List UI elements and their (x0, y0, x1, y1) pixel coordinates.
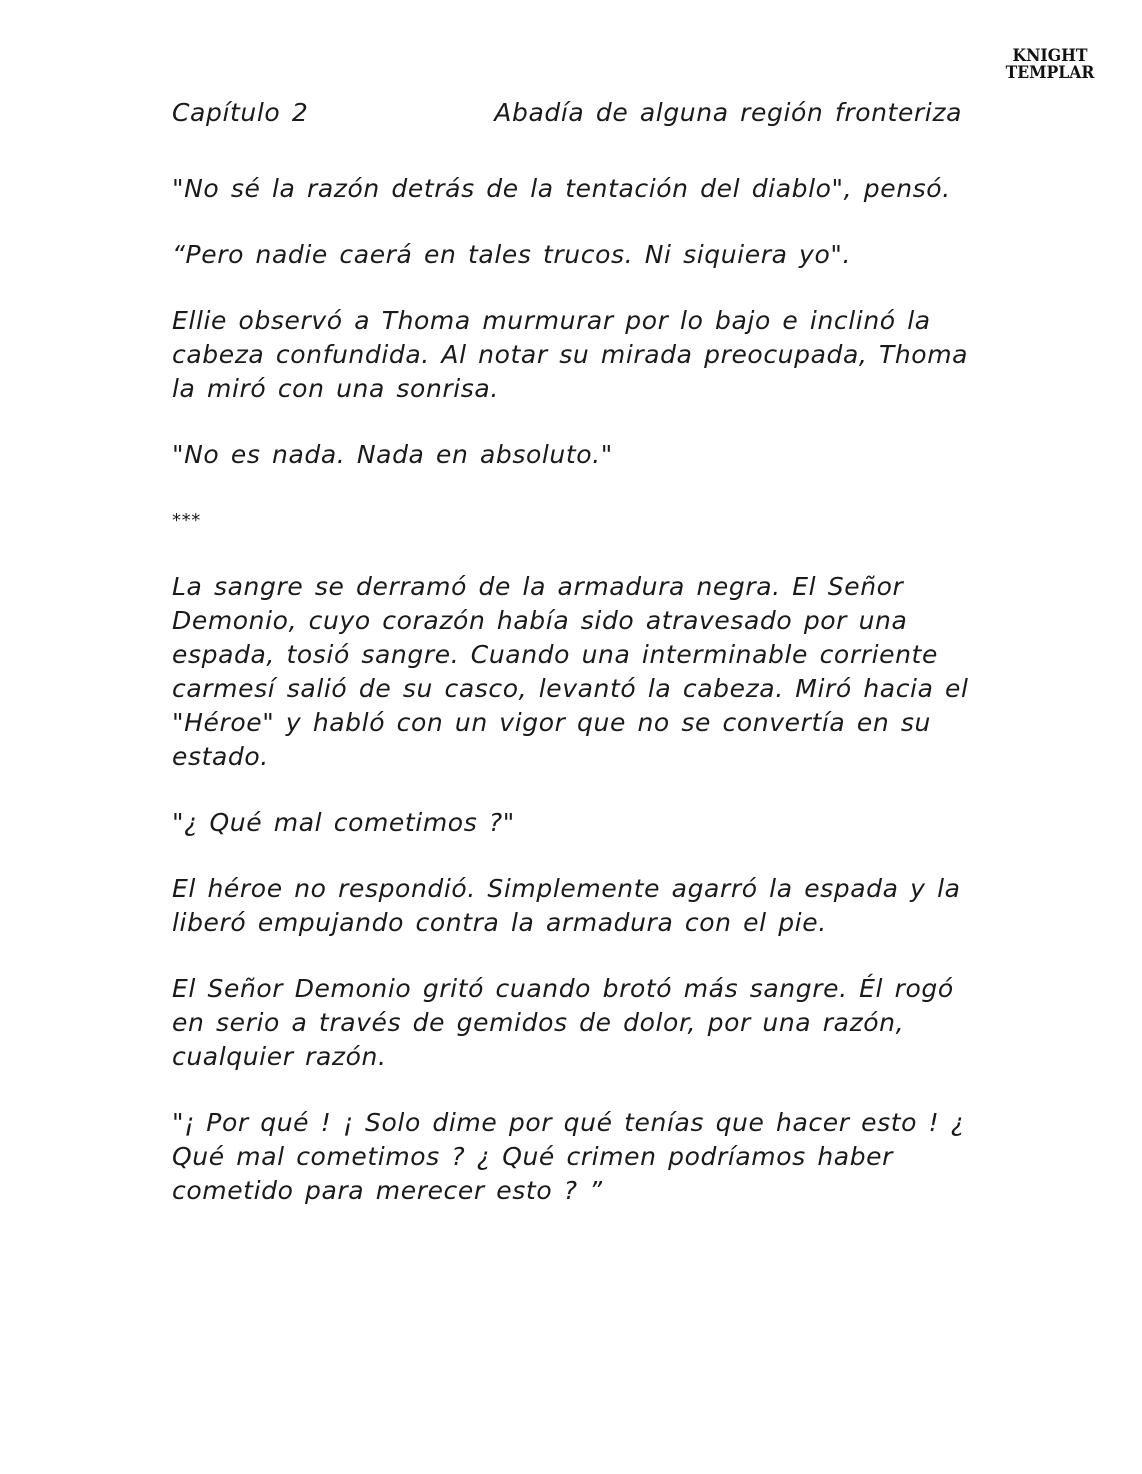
knight-templar-logo (1004, 48, 1096, 82)
scene-separator: *** (172, 510, 201, 531)
logo-line-2: TEMPLAR (1005, 63, 1095, 83)
logo-line-1: KNIGHT (1012, 46, 1088, 66)
paragraph-9: "¡ Por qué ! ¡ Solo dime por qué tenías que hacer esto ! ¿ Qué mal cometimos ? ¿ Qué crimen podríamos haber cometido para merecer esto ? ” (172, 1108, 965, 1205)
paragraph-5: La sangre se derramó de la armadura negra. El Señor Demonio, cuyo corazón había sido atravesado por una espada, tosió sangre. Cuando una interminable corriente carmesí salió de su casco, levantó la cabeza. Miró hacia el "Héroe" y habló con un vigor que no se convertía en su estado. (172, 572, 969, 771)
paragraph-8: El Señor Demonio gritó cuando brotó más sangre. Él rogó en serio a través de gemidos de dolor, por una razón, cualquier razón. (172, 974, 954, 1071)
paragraph-1: "No sé la razón detrás de la tentación del diablo", pensó. (172, 174, 951, 203)
paragraph-6: "¿ Qué mal cometimos ?" (172, 808, 515, 837)
document-page (172, 96, 972, 1240)
chapter-header (172, 96, 962, 130)
chapter-title: Capítulo 2 (172, 98, 309, 127)
paragraph-3: Ellie observó a Thoma murmurar por lo bajo e inclinó la cabeza confundida. Al notar su mirada preocupada, Thoma la miró con una sonrisa. (172, 306, 969, 403)
paragraph-7: El héroe no respondió. Simplemente agarró la espada y la liberó empujando contra la armadura con el pie. (172, 874, 961, 937)
paragraph-4: "No es nada. Nada en absoluto." (172, 440, 613, 469)
chapter-location: Abadía de alguna región fronteriza (494, 98, 962, 127)
paragraph-2: “Pero nadie caerá en tales trucos. Ni siquiera yo". (172, 240, 851, 269)
